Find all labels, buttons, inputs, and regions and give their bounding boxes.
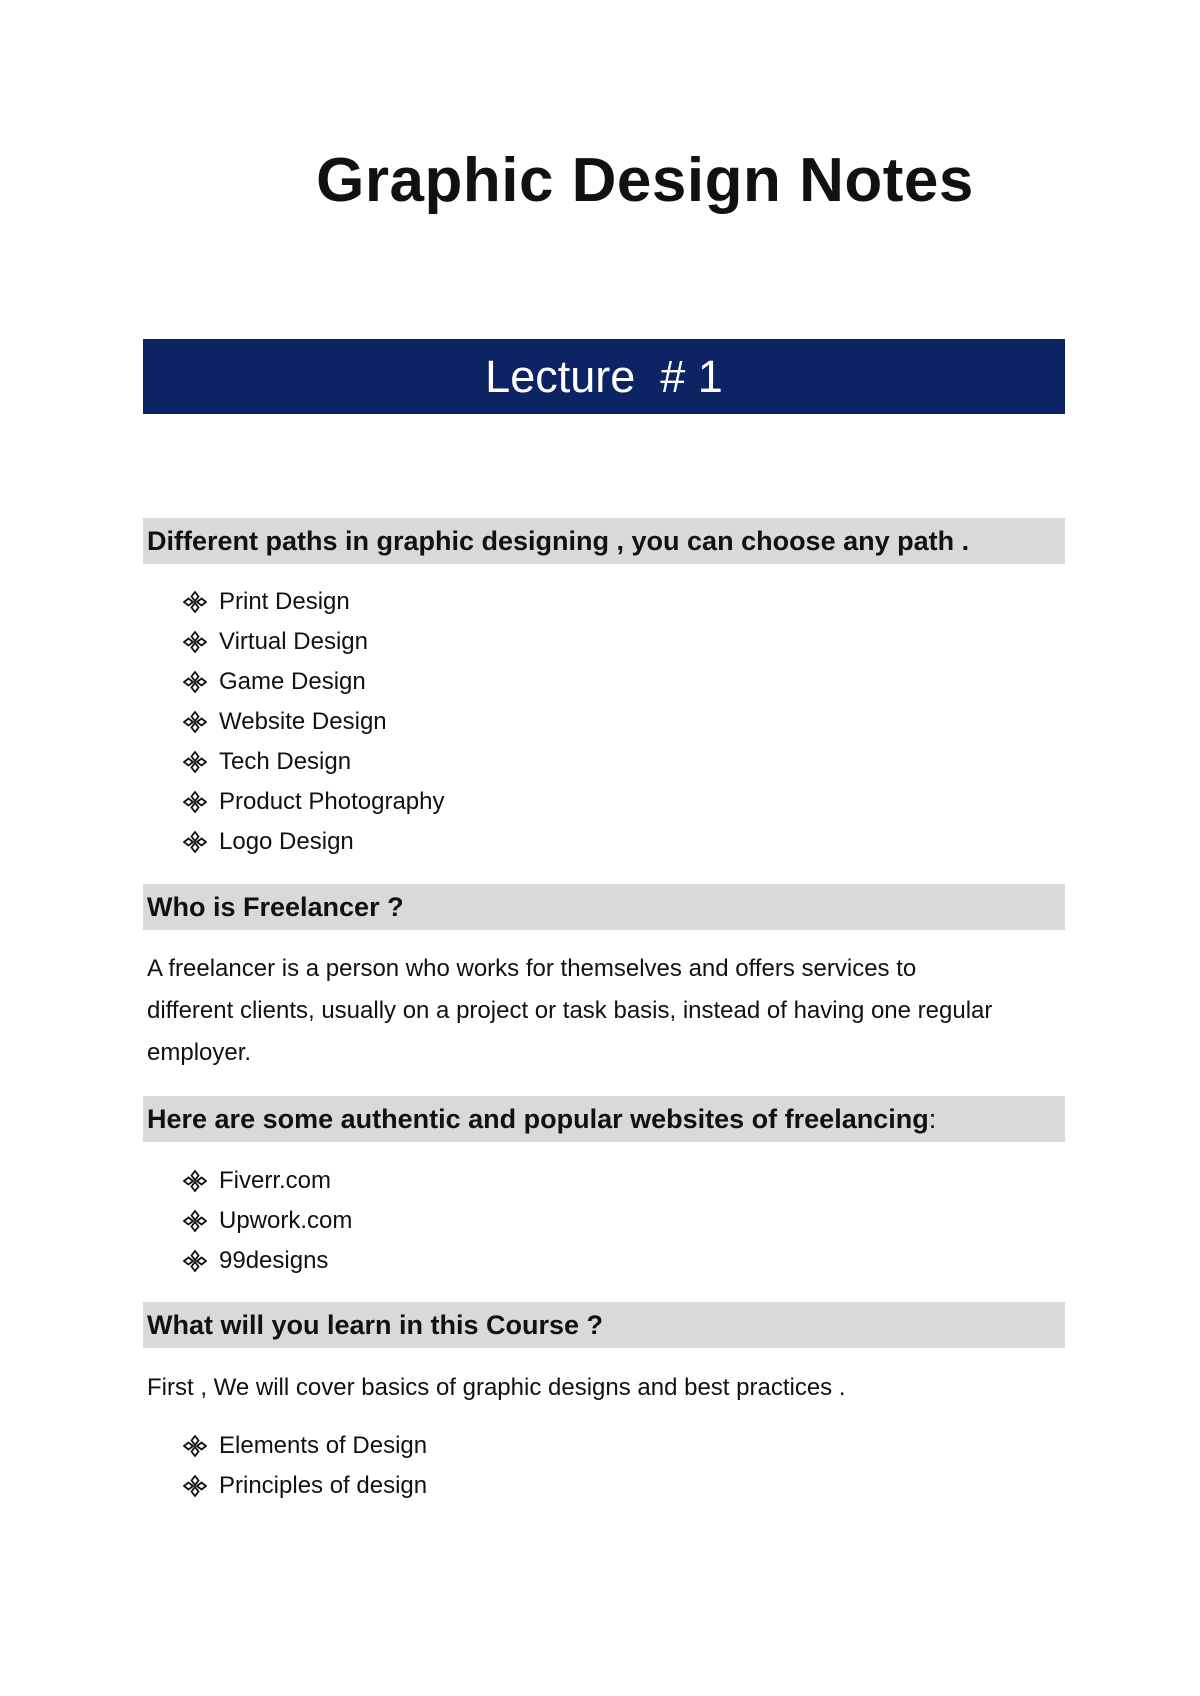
list-item-label: Tech Design: [219, 748, 352, 775]
four-diamond-bullet-icon: [183, 751, 217, 773]
section-heading-paths: [143, 518, 1065, 564]
section-heading-text: Here are some authentic and popular websites of freelancing: [147, 1103, 929, 1134]
four-diamond-bullet-icon: [183, 791, 217, 813]
paths-list: [183, 582, 444, 862]
list-item: [183, 582, 444, 622]
list-item: [183, 702, 444, 742]
list-item-label: Upwork.com: [219, 1207, 353, 1234]
websites-list: [183, 1161, 352, 1281]
list-item-label: Logo Design: [219, 828, 354, 855]
list-item: [183, 822, 444, 862]
four-diamond-bullet-icon: [183, 631, 217, 653]
section-heading-suffix: :: [928, 1103, 937, 1134]
list-item: [183, 782, 444, 822]
list-item-label: Product Photography: [219, 788, 445, 815]
list-item: [183, 1241, 352, 1281]
four-diamond-bullet-icon: [183, 591, 217, 613]
four-diamond-bullet-icon: [183, 831, 217, 853]
freelancer-definition: A freelancer is a person who works for themselves and offers services to different clients, usually on a project or task basis, instead of having one regular employer.: [147, 955, 993, 1066]
section-heading-text: What will you learn in this Course ?: [147, 1309, 604, 1340]
list-item-label: Website Design: [219, 708, 387, 735]
four-diamond-bullet-icon: [183, 671, 217, 693]
list-item: [183, 662, 444, 702]
list-item: [183, 622, 444, 662]
list-item-label: 99designs: [219, 1247, 329, 1274]
four-diamond-bullet-icon: [183, 1250, 217, 1272]
lecture-banner: Lecture # 1: [143, 339, 1065, 414]
section-heading-freelancer: [143, 884, 1065, 930]
four-diamond-bullet-icon: [183, 1170, 217, 1192]
list-item: [183, 1201, 352, 1241]
list-item-label: Elements of Design: [219, 1432, 428, 1459]
four-diamond-bullet-icon: [183, 1210, 217, 1232]
list-item-label: Virtual Design: [219, 628, 368, 655]
list-item: [183, 1466, 427, 1506]
four-diamond-bullet-icon: [183, 1475, 217, 1497]
page-title: Graphic Design Notes: [316, 146, 974, 215]
four-diamond-bullet-icon: [183, 711, 217, 733]
list-item-label: Game Design: [219, 668, 366, 695]
course-intro: First , We will cover basics of graphic designs and best practices .: [147, 1374, 846, 1401]
section-heading-text: Who is Freelancer ?: [147, 891, 404, 922]
section-heading-websites: [143, 1096, 1065, 1142]
course-topics-list: [183, 1426, 427, 1506]
list-item: [183, 1161, 352, 1201]
list-item-label: Print Design: [219, 588, 350, 615]
list-item-label: Principles of design: [219, 1472, 428, 1499]
list-item: [183, 742, 444, 782]
section-heading-text: Different paths in graphic designing , you can choose any path .: [147, 525, 970, 556]
section-heading-course: [143, 1302, 1065, 1348]
list-item-label: Fiverr.com: [219, 1167, 332, 1194]
list-item: [183, 1426, 427, 1466]
four-diamond-bullet-icon: [183, 1435, 217, 1457]
